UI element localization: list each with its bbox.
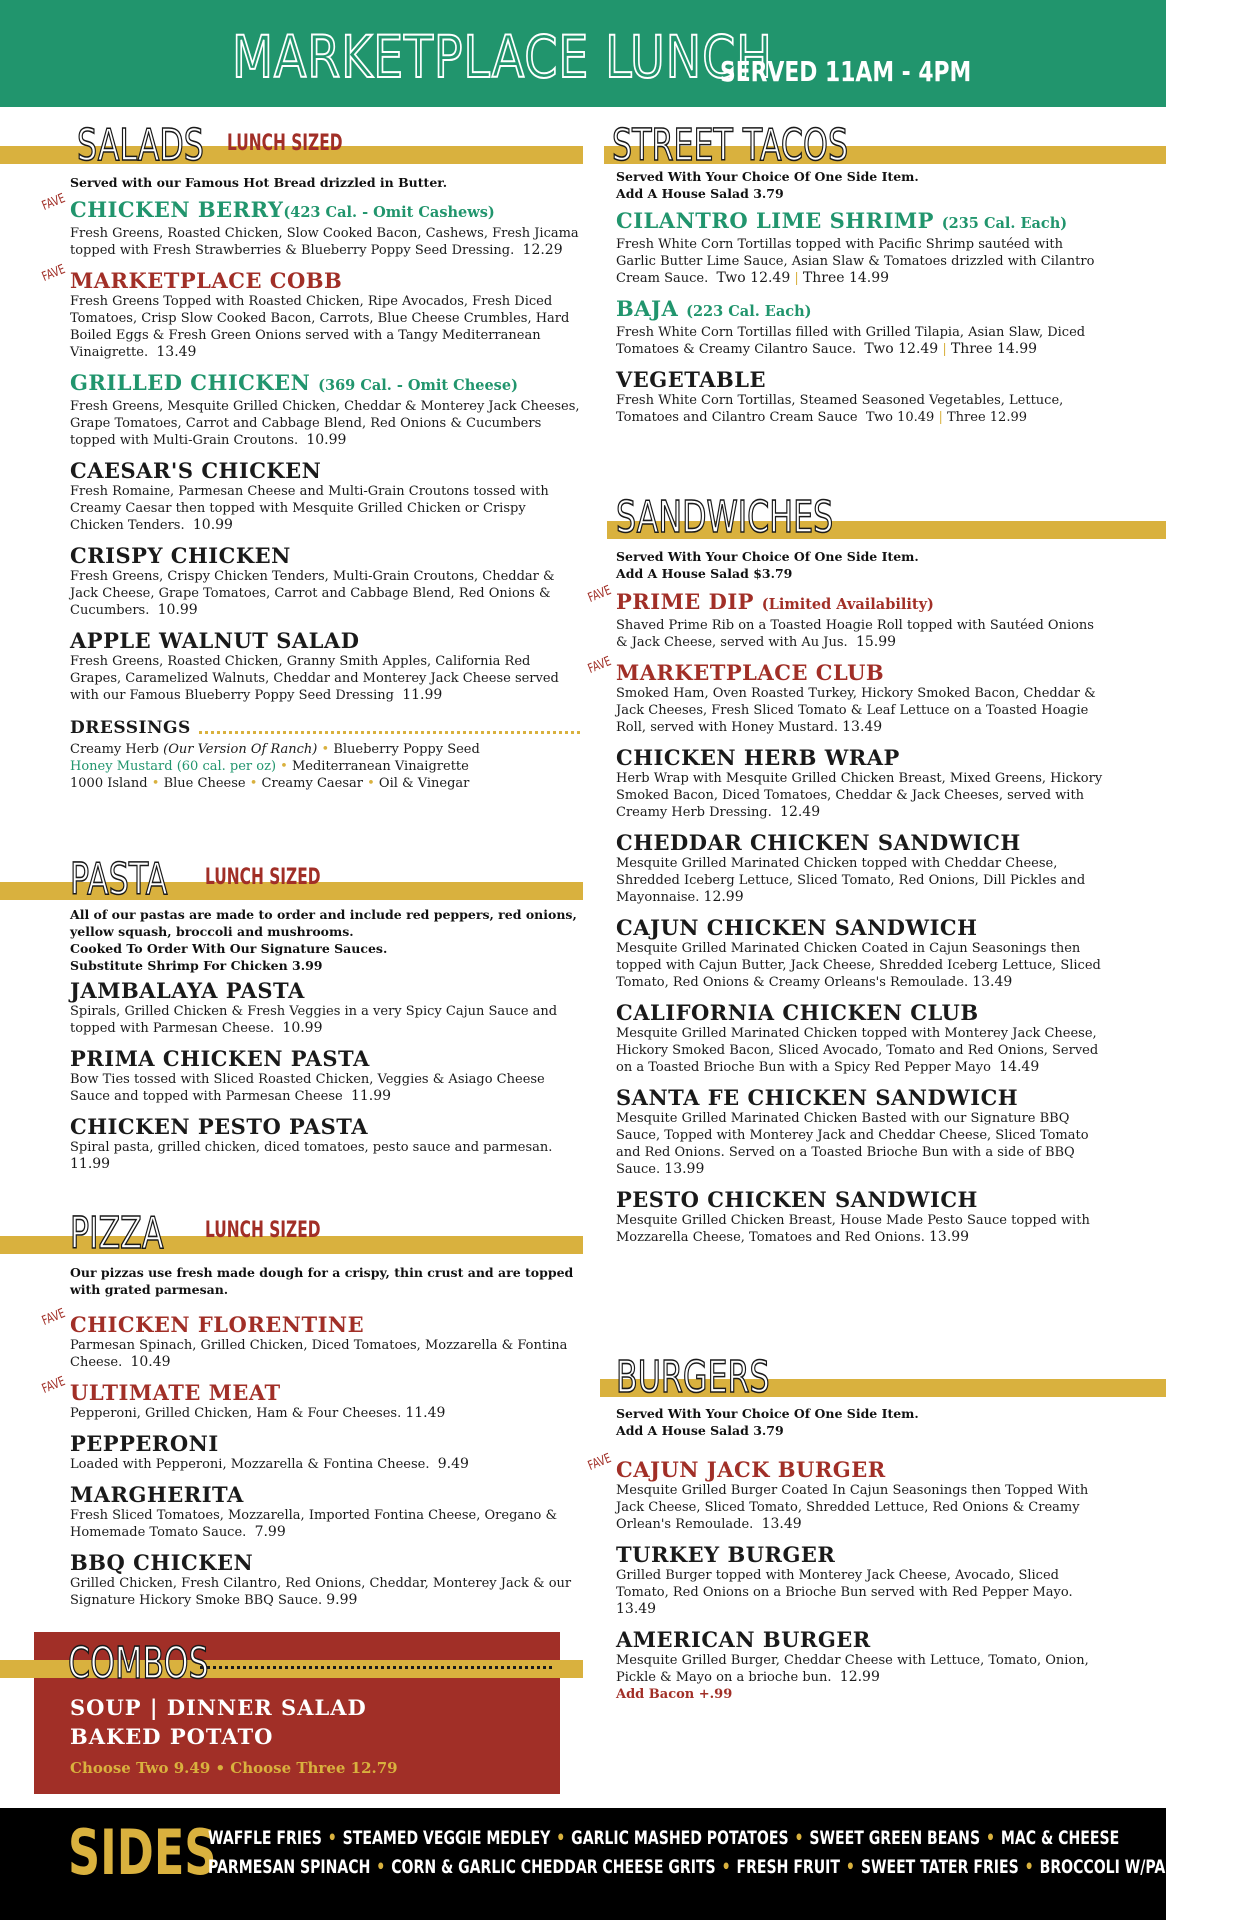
item-name: PRIMA CHICKEN PASTA bbox=[70, 1046, 370, 1071]
item-name: MARGHERITA bbox=[70, 1482, 244, 1507]
item-name: CRISPY CHICKEN bbox=[70, 543, 291, 568]
item-description: Fresh Greens, Crispy Chicken Tenders, Multi-Grain Croutons, Cheddar & Jack Cheese, Grape Tomatoes, Carrot and Cabbage Blend, Red Onions & Cucumbers. bbox=[70, 569, 555, 618]
sides-title: SIDES bbox=[68, 1816, 217, 1889]
item-name: SANTA FE CHICKEN SANDWICH bbox=[616, 1085, 1019, 1110]
item-calories: (223 Cal. Each) bbox=[686, 303, 812, 320]
item-description: Mesquite Grilled Chicken Breast, House Made Pesto Sauce topped with Mozzarella Cheese, Tomatoes and Red Onions. bbox=[616, 1213, 1090, 1245]
menu-item bbox=[70, 458, 580, 534]
salads-section bbox=[40, 174, 580, 792]
menu-item bbox=[70, 543, 580, 619]
item-name: MARKETPLACE COBB bbox=[70, 268, 343, 293]
dressing-option: Creamy Caesar bbox=[261, 776, 363, 791]
item-price: Three 12.99 bbox=[947, 410, 1027, 425]
item-price: 11.99 bbox=[350, 1088, 392, 1104]
dressing-option: Honey Mustard (60 cal. per oz) bbox=[70, 759, 277, 774]
item-description: Herb Wrap with Mesquite Grilled Chicken Breast, Mixed Greens, Hickory Smoked Bacon, Diced Tomatoes, Cheddar & Jack Cheeses, served with Creamy Herb Dressing. bbox=[616, 771, 1103, 820]
item-description: Spirals, Grilled Chicken & Fresh Veggies in a very Spicy Cajun Sauce and topped with Parmesan Cheese. bbox=[70, 1004, 558, 1036]
item-price: 15.99 bbox=[855, 634, 897, 650]
menu-item bbox=[616, 1542, 1106, 1618]
item-name: CAJUN CHICKEN SANDWICH bbox=[616, 915, 978, 940]
item-description: Loaded with Pepperoni, Mozzarella & Fontina Cheese. bbox=[70, 1457, 430, 1472]
combo-options: SOUP | DINNER SALAD bbox=[70, 1695, 367, 1720]
burgers-title: BURGERS bbox=[616, 1352, 770, 1403]
item-price: 13.99 bbox=[664, 1161, 705, 1177]
item-description: Mesquite Grilled Marinated Chicken topped with Monterey Jack Cheese, Hickory Smoked Bacon, Sliced Avocado, Tomato and Red Onions, Served on a Toasted Brioche Bun with a Spicy Red Pepper Mayo bbox=[616, 1026, 1099, 1075]
fave-badge: FAVE bbox=[586, 1451, 614, 1474]
item-price: 11.99 bbox=[402, 687, 443, 703]
item-description: Fresh Greens Topped with Roasted Chicken, Ripe Avocados, Fresh Diced Tomatoes, Crisp Slow Cooked Bacon, Carrots, Blue Cheese Crumbles, Hard Boiled Eggs & Fresh Green Onions served with a Tangy Mediterranean Vinaigrette. bbox=[70, 294, 570, 360]
side-item: WAFFLE FRIES bbox=[208, 1827, 322, 1849]
menu-item bbox=[616, 1085, 1106, 1178]
salads-title: SALADS bbox=[77, 120, 204, 171]
item-name: PRIME DIP bbox=[616, 589, 754, 614]
dressing-option: Blue Cheese bbox=[163, 776, 246, 791]
dressing-option: Creamy Herb bbox=[70, 742, 159, 757]
item-description: Grilled Chicken, Fresh Cilantro, Red Onions, Cheddar, Monterey Jack & our Signature Hickory Smoke BBQ Sauce. bbox=[70, 1576, 572, 1608]
side-item: SWEET TATER FRIES bbox=[860, 1856, 1019, 1878]
fave-badge: FAVE bbox=[40, 191, 68, 214]
menu-item bbox=[616, 1000, 1106, 1076]
item-price: 10.99 bbox=[157, 602, 198, 618]
item-name: BBQ CHICKEN bbox=[70, 1550, 254, 1575]
served-hours: SERVED 11AM - 4PM bbox=[720, 55, 972, 88]
pizza-note: Our pizzas use fresh made dough for a crispy, thin crust and are topped with grated parmesan. bbox=[70, 1265, 574, 1297]
item-price: 10.99 bbox=[306, 432, 347, 448]
menu-item: CILANTRO LIME SHRIMP (235 Cal. Each) Fresh White Corn Tortillas topped with Pacific Shrimp sautéed with Garlic Butter Lime Sauce, Asian Slaw & Tomatoes drizzled with Cilantro Cream Sauce. Two 12.49 | Three 14.99 bbox=[616, 208, 1095, 286]
tacos-section bbox=[616, 168, 1106, 426]
item-price: 13.49 bbox=[972, 974, 1013, 990]
item-description: Fresh White Corn Tortillas filled with Grilled Tilapia, Asian Slaw, Diced Tomatoes & Creamy Cilantro Sauce. bbox=[616, 325, 1086, 357]
item-name: CALIFORNIA CHICKEN CLUB bbox=[616, 1000, 979, 1025]
fave-badge: FAVE bbox=[40, 1374, 68, 1397]
pizza-section bbox=[40, 1264, 580, 1609]
item-description: Bow Ties tossed with Sliced Roasted Chicken, Veggies & Asiago Cheese Sauce and topped with Parmesan Cheese bbox=[70, 1072, 545, 1104]
item-price: 10.49 bbox=[130, 1354, 171, 1370]
item-calories: (Limited Availability) bbox=[761, 596, 934, 613]
item-price: 14.49 bbox=[999, 1059, 1040, 1075]
menu-item bbox=[616, 745, 1106, 821]
sandwiches-note: Served With Your Choice Of One Side Item. bbox=[616, 549, 919, 564]
side-item: GARLIC MASHED POTATOES bbox=[571, 1827, 789, 1849]
item-description: Mesquite Grilled Marinated Chicken topped with Cheddar Cheese, Shredded Iceberg Lettuce, Sliced Tomato, Red Onions, Dill Pickles and Mayonnaise. bbox=[616, 856, 1086, 905]
side-item: BROCCOLI W/PARMESAN bbox=[1039, 1856, 1233, 1878]
item-description: Mesquite Grilled Burger Coated In Cajun Seasonings then Topped With Jack Cheese, Sliced Tomato, Shredded Lettuce, Red Onions & Creamy Orlean's Remoulade. bbox=[616, 1483, 1089, 1532]
sides-row-1: WAFFLE FRIES • STEAMED VEGGIE MEDLEY • GARLIC MASHED POTATOES • SWEET GREEN BEANS • MAC & CHEESE bbox=[208, 1827, 1120, 1849]
item-price: Two 12.49 bbox=[864, 341, 939, 357]
item-name: CHEDDAR CHICKEN SANDWICH bbox=[616, 830, 1021, 855]
item-name: CHICKEN BERRY bbox=[70, 197, 284, 222]
menu-item bbox=[70, 978, 580, 1037]
item-calories: (423 Cal. - Omit Cashews) bbox=[283, 204, 495, 221]
item-price: 10.99 bbox=[282, 1020, 323, 1036]
dotted-leader bbox=[199, 724, 580, 734]
menu-item bbox=[40, 1306, 580, 1371]
dressings-list: Creamy Herb (Our Version Of Ranch) • Blueberry Poppy Seed Honey Mustard (60 cal. per oz) • Mediterranean Vinaigrette 1000 Island • Blue Cheese • Creamy Caesar • Oil & Vinegar bbox=[70, 742, 480, 791]
burgers-note: Add A House Salad 3.79 bbox=[616, 1423, 784, 1438]
salads-lunch-tag: LUNCH SIZED bbox=[227, 131, 343, 156]
menu-title: MARKETPLACE LUNCH bbox=[232, 23, 773, 91]
fave-badge: FAVE bbox=[586, 654, 614, 677]
item-name: BAJA bbox=[616, 296, 679, 321]
menu-item bbox=[70, 1431, 580, 1473]
sides-row-2: PARMESAN SPINACH • CORN & GARLIC CHEDDAR CHEESE GRITS • FRESH FRUIT • SWEET TATER FRIES • BROCCOLI W/PARMESAN bbox=[208, 1856, 1233, 1878]
item-name: ULTIMATE MEAT bbox=[70, 1380, 281, 1405]
pasta-note: All of our pastas are made to order and include red peppers, red onions, yellow squash, broccoli and mushrooms. bbox=[70, 907, 577, 939]
item-description: Fresh Sliced Tomatoes, Mozzarella, Imported Fontina Cheese, Oregano & Homemade Tomato Sauce. bbox=[70, 1508, 558, 1540]
dressing-option: 1000 Island bbox=[70, 776, 148, 791]
item-description: Shaved Prime Rib on a Toasted Hoagie Roll topped with Sautéed Onions & Jack Cheese, served with Au Jus. bbox=[616, 618, 1094, 650]
dressing-option: Oil & Vinegar bbox=[378, 776, 470, 791]
item-price: 13.49 bbox=[842, 719, 883, 735]
item-name: CHICKEN HERB WRAP bbox=[616, 745, 900, 770]
menu-item bbox=[616, 1187, 1106, 1246]
dressing-note: (Our Version Of Ranch) bbox=[163, 742, 318, 757]
item-price: 13.49 bbox=[761, 1516, 802, 1532]
item-description: Mesquite Grilled Marinated Chicken Coated in Cajun Seasonings then topped with Cajun Butter, Jack Cheese, Shredded Iceberg Lettuce, Sliced Tomato, Red Onions & Creamy Orleans's Remoulade. bbox=[616, 941, 1101, 990]
item-price: 10.99 bbox=[192, 517, 233, 533]
pizza-title: PIZZA bbox=[70, 1208, 164, 1259]
item-name: CAESAR'S CHICKEN bbox=[70, 458, 322, 483]
header-banner bbox=[0, 0, 1166, 107]
item-description: Fresh Romaine, Parmesan Cheese and Multi-Grain Croutons tossed with Creamy Caesar then topped with Mesquite Grilled Chicken or Crispy Chicken Tenders. bbox=[70, 484, 549, 533]
item-description: Parmesan Spinach, Grilled Chicken, Diced Tomatoes, Mozzarella & Fontina Cheese. bbox=[70, 1338, 568, 1370]
item-price: Two 12.49 bbox=[716, 270, 791, 286]
menu-item bbox=[586, 583, 1106, 651]
item-name: CAJUN JACK BURGER bbox=[616, 1457, 886, 1482]
item-price: 7.99 bbox=[254, 1524, 286, 1540]
burgers-note: Served With Your Choice Of One Side Item. bbox=[616, 1406, 919, 1421]
side-item: FRESH FRUIT bbox=[736, 1856, 840, 1878]
dressings-header bbox=[70, 716, 580, 741]
fave-badge: FAVE bbox=[40, 1306, 68, 1329]
fave-badge: FAVE bbox=[586, 583, 614, 606]
tacos-note: Add A House Salad 3.79 bbox=[616, 186, 784, 201]
item-name: APPLE WALNUT SALAD bbox=[70, 628, 360, 653]
menu-item bbox=[70, 1114, 580, 1173]
menu-item bbox=[616, 1627, 1106, 1703]
item-name: GRILLED CHICKEN bbox=[70, 370, 311, 395]
menu-item bbox=[70, 1482, 580, 1541]
item-name: CHICKEN FLORENTINE bbox=[70, 1312, 365, 1337]
item-description: Pepperoni, Grilled Chicken, Ham & Four Cheeses. bbox=[70, 1406, 402, 1421]
menu-item bbox=[616, 830, 1106, 906]
item-calories: (235 Cal. Each) bbox=[941, 215, 1068, 232]
dressing-option: Blueberry Poppy Seed bbox=[333, 742, 480, 757]
menu-item bbox=[40, 262, 580, 361]
fave-badge: FAVE bbox=[40, 262, 68, 285]
item-name: TURKEY BURGER bbox=[616, 1542, 836, 1567]
pasta-section bbox=[70, 906, 580, 1173]
side-item: MAC & CHEESE bbox=[1000, 1827, 1120, 1849]
pasta-note: Cooked To Order With Our Signature Sauces. bbox=[70, 941, 388, 956]
dressing-option: Mediterranean Vinaigrette bbox=[291, 759, 469, 774]
tacos-note: Served With Your Choice Of One Side Item. bbox=[616, 169, 919, 184]
item-price: 9.99 bbox=[326, 1592, 358, 1608]
item-description: Fresh White Corn Tortillas topped with Pacific Shrimp sautéed with Garlic Butter Lime Sauce, Asian Slaw & Tomatoes drizzled with Cilantro Cream Sauce. bbox=[616, 237, 1095, 286]
menu-item bbox=[616, 915, 1106, 991]
item-price: 12.99 bbox=[839, 1669, 880, 1685]
item-price: Three 14.99 bbox=[802, 270, 890, 286]
item-price: 11.99 bbox=[70, 1156, 111, 1172]
item-description: Grilled Burger topped with Monterey Jack Cheese, Avocado, Sliced Tomato, Red Onions on a Brioche Bun served with Red Pepper Mayo. bbox=[616, 1568, 1073, 1600]
combo-pricing: Choose Two 9.49 • Choose Three 12.79 bbox=[70, 1759, 398, 1777]
item-price: 13.49 bbox=[616, 1601, 657, 1617]
item-name: VEGETABLE bbox=[616, 367, 767, 392]
menu-item bbox=[586, 1451, 1106, 1533]
salads-note: Served with our Famous Hot Bread drizzled in Butter. bbox=[70, 175, 448, 190]
item-price: 11.49 bbox=[405, 1405, 446, 1421]
add-bacon-option: Add Bacon +.99 bbox=[616, 1687, 733, 1702]
item-price: 12.49 bbox=[780, 804, 821, 820]
menu-item bbox=[70, 1046, 580, 1105]
item-name: CILANTRO LIME SHRIMP bbox=[616, 208, 934, 233]
item-description: Mesquite Grilled Marinated Chicken Basted with our Signature BBQ Sauce, Topped with Monterey Jack and Cheddar Cheese, Sliced Tomato and Red Onions. Served on a Toasted Brioche Bun with a side of BBQ Sauce. bbox=[616, 1111, 1089, 1177]
menu-item bbox=[70, 628, 580, 704]
menu-item bbox=[70, 1550, 580, 1609]
item-name: MARKETPLACE CLUB bbox=[616, 660, 885, 685]
item-name: PEPPERONI bbox=[70, 1431, 219, 1456]
item-description: Fresh Greens, Roasted Chicken, Granny Smith Apples, California Red Grapes, Caramelized Walnuts, Cheddar and Monterey Jack Cheese served with our Famous Blueberry Poppy Seed Dressing bbox=[70, 654, 559, 703]
side-item: CORN & GARLIC CHEDDAR CHEESE GRITS bbox=[391, 1856, 716, 1878]
dotted-leader bbox=[200, 1666, 552, 1669]
menu-item: VEGETABLE Fresh White Corn Tortillas, Steamed Seasoned Vegetables, Lettuce, Tomatoes and Cilantro Cream Sauce Two 10.49 | Three 12.99 bbox=[616, 367, 1106, 426]
pasta-lunch-tag: LUNCH SIZED bbox=[205, 865, 321, 890]
item-description: Spiral pasta, grilled chicken, diced tomatoes, pesto sauce and parmesan. bbox=[70, 1140, 553, 1155]
tacos-title: STREET TACOS bbox=[612, 120, 849, 171]
side-item: PARMESAN SPINACH bbox=[208, 1856, 371, 1878]
item-description: Mesquite Grilled Burger, Cheddar Cheese with Lettuce, Tomato, Onion, Pickle & Mayo on a brioche bun. bbox=[616, 1653, 1089, 1685]
dressings-title: DRESSINGS bbox=[70, 718, 191, 738]
pizza-lunch-tag: LUNCH SIZED bbox=[205, 1218, 321, 1243]
item-price: 13.99 bbox=[929, 1229, 970, 1245]
sandwiches-title: SANDWICHES bbox=[616, 492, 834, 543]
item-price: 9.49 bbox=[437, 1456, 469, 1472]
item-name: JAMBALAYA PASTA bbox=[70, 978, 305, 1003]
item-price: 12.99 bbox=[703, 889, 744, 905]
menu-item bbox=[40, 1374, 580, 1422]
item-description: Fresh Greens, Roasted Chicken, Slow Cooked Bacon, Cashews, Fresh Jicama topped with Fresh Strawberries & Blueberry Poppy Seed Dressing. bbox=[70, 226, 579, 258]
item-price: 12.29 bbox=[522, 242, 563, 258]
item-name: PESTO CHICKEN SANDWICH bbox=[616, 1187, 978, 1212]
item-price: Two 10.49 bbox=[865, 410, 935, 425]
burgers-section bbox=[586, 1405, 1106, 1703]
item-calories: (369 Cal. - Omit Cheese) bbox=[318, 377, 518, 394]
side-item: STEAMED VEGGIE MEDLEY bbox=[342, 1827, 551, 1849]
combos-title: COMBOS bbox=[68, 1638, 209, 1689]
menu-item bbox=[70, 370, 580, 449]
item-description: Fresh Greens, Mesquite Grilled Chicken, Cheddar & Monterey Jack Cheeses, Grape Tomatoes, Carrot and Cabbage Blend, Red Onions & Cucumbers topped with Multi-Grain Croutons. bbox=[70, 399, 580, 448]
sandwiches-note: Add A House Salad $3.79 bbox=[616, 566, 793, 581]
item-price: Three 14.99 bbox=[950, 341, 1038, 357]
pasta-note: Substitute Shrimp For Chicken 3.99 bbox=[70, 958, 323, 973]
menu-item bbox=[586, 654, 1106, 736]
item-name: AMERICAN BURGER bbox=[616, 1627, 871, 1652]
menu-item: BAJA (223 Cal. Each) Fresh White Corn Tortillas filled with Grilled Tilapia, Asian Slaw, Diced Tomatoes & Creamy Cilantro Sauce. Two 12.49 | Three 14.99 bbox=[616, 296, 1086, 357]
item-name: CHICKEN PESTO PASTA bbox=[70, 1114, 369, 1139]
item-price: 13.49 bbox=[156, 344, 197, 360]
pasta-title: PASTA bbox=[70, 854, 168, 905]
item-description: Smoked Ham, Oven Roasted Turkey, Hickory Smoked Bacon, Cheddar & Jack Cheeses, Fresh Sliced Tomato & Leaf Lettuce on a Toasted Hoagie Roll, served with Honey Mustard. bbox=[616, 686, 1096, 735]
item-description: Fresh White Corn Tortillas, Steamed Seasoned Vegetables, Lettuce, Tomatoes and Cilantro Cream Sauce bbox=[616, 393, 1064, 425]
sandwiches-section bbox=[586, 548, 1106, 1246]
combo-options: BAKED POTATO bbox=[70, 1724, 274, 1749]
side-item: SWEET GREEN BEANS bbox=[809, 1827, 981, 1849]
menu-item bbox=[40, 191, 580, 259]
